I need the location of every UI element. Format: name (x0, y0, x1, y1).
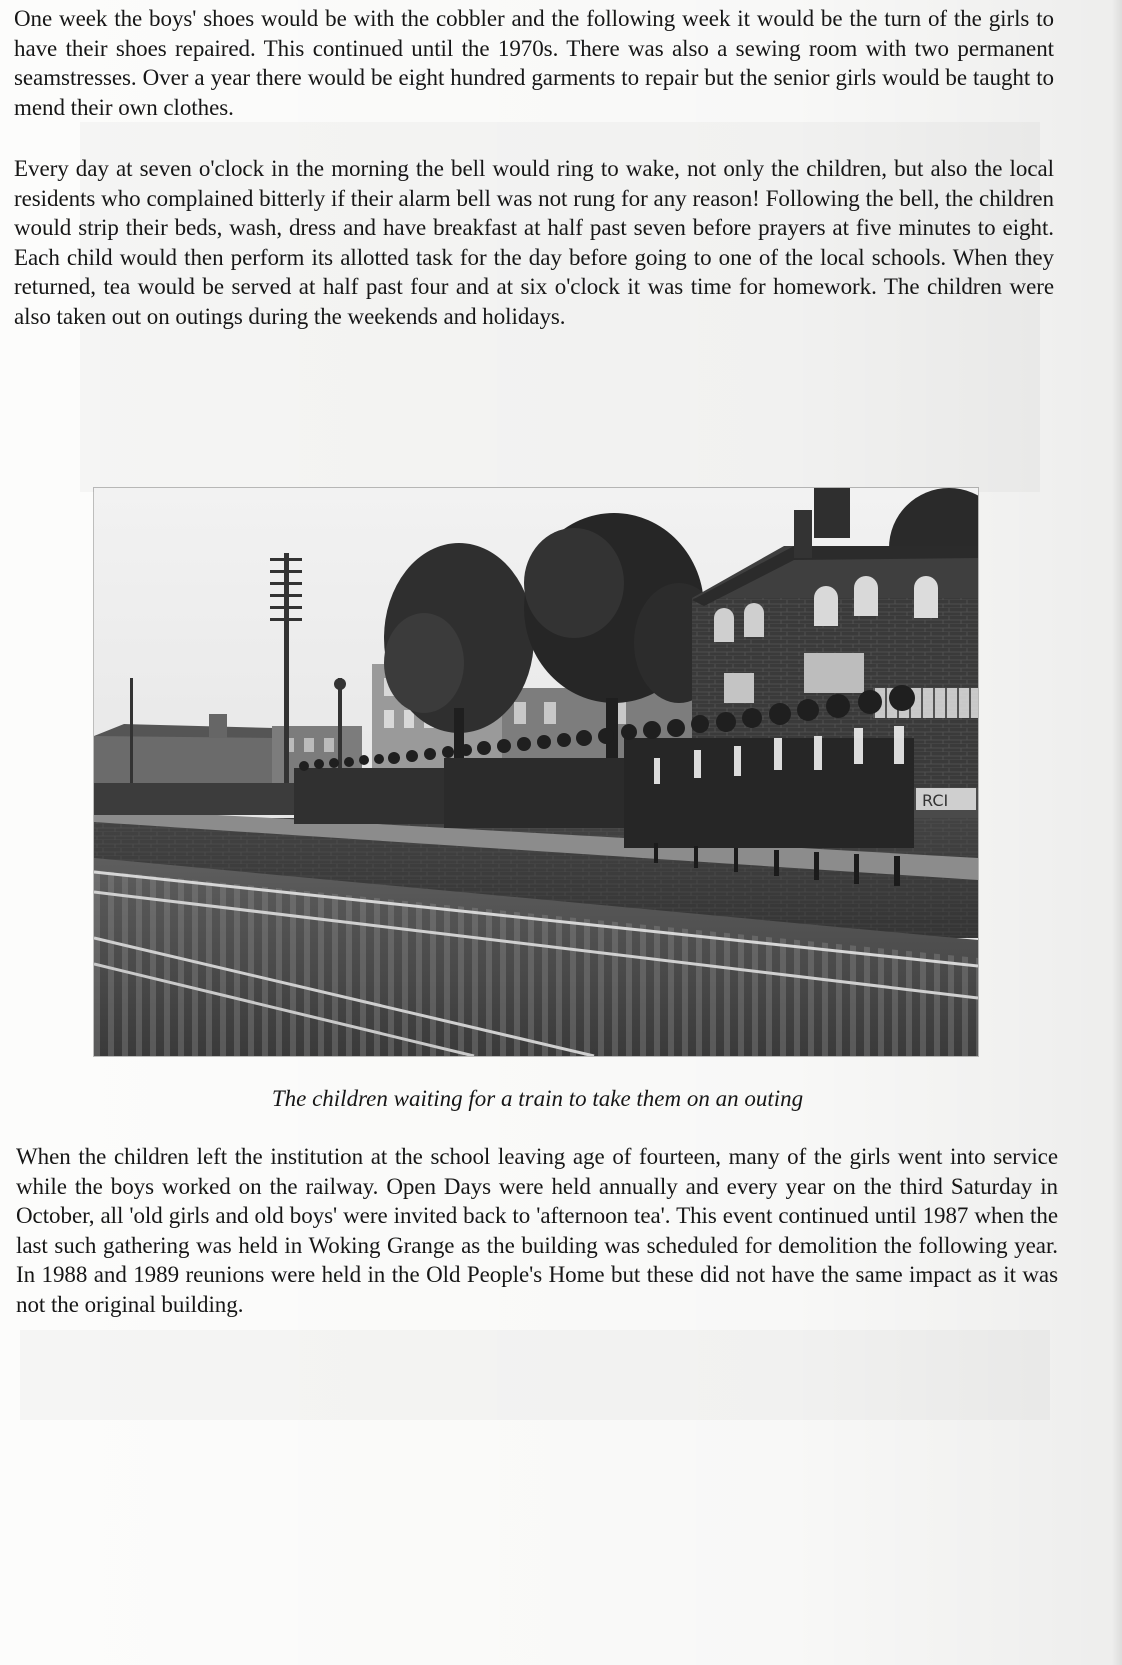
show-through-bleed-lower (20, 1330, 1050, 1420)
paragraph-daily-routine: Every day at seven o'clock in the morning the bell would ring to wake, not only the children, but also the local residents who complained bitterly if their alarm bell was not rung for any reason! Following the bell, the children would strip their beds, wash, dress and have breakfast at half past seven before prayers at five minutes to eight. Each child would then perform its allotted task for the day before going to one of the local schools. When they returned, tea would be served at half past four and at six o'clock it was time for homework. The children were also taken out on outings during the weekends and holidays. (14, 156, 1054, 329)
crowd-near (624, 738, 914, 848)
paragraph-cobbler: One week the boys' shoes would be with the cobbler and the following week it would be the turn of the girls to have their shoes repaired. This continued until the 1970s. There was also a sewing room with two permanent seamstresses. Over a year there would be eight hundred garments to repair but the senior girls would be taught to mend their own clothes. (14, 6, 1054, 120)
figure-caption: The children waiting for a train to take them on an outing (271, 1086, 804, 1111)
crowd-far (94, 783, 294, 815)
page-edge-shadow (1112, 0, 1122, 1665)
photograph-railway-platform (94, 488, 978, 1056)
paragraph-reunions: When the children left the institution at the school leaving age of fourteen, many of the girls went into service while the boys worked on the railway. Open Days were held annually and every year on the third Saturday in October, all 'old girls and old boys' were invited back to 'afternoon tea'. This event continued until 1987 when the last such gathering was held in Woking Grange as the building was scheduled for demolition the following year. In 1988 and 1989 reunions were held in the Old People's Home but these did not have the same impact as it was not the original building. (16, 1144, 1058, 1317)
station-sign-fragment: RCI (922, 791, 949, 810)
crowd-mid (294, 758, 624, 828)
